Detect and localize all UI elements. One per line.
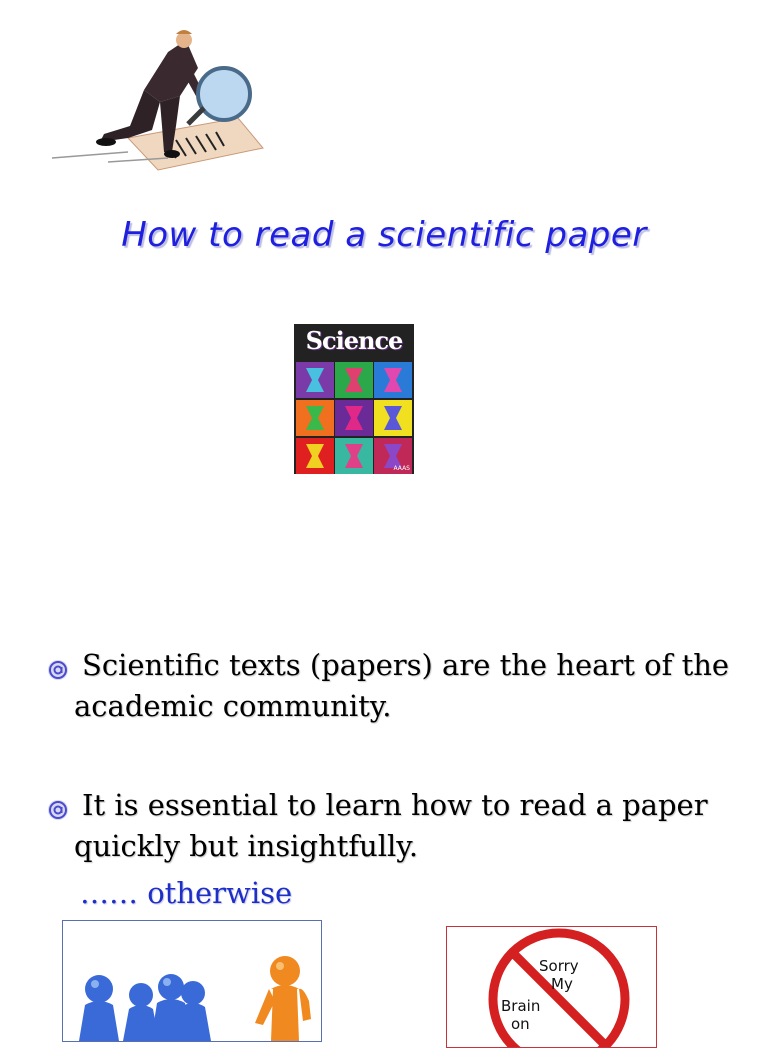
at-sign-bullet-icon — [46, 792, 70, 816]
cover-cell — [335, 400, 373, 436]
reading-person-magnifier-icon — [48, 30, 278, 190]
bullet-item — [46, 645, 746, 729]
at-sign-bullet-icon — [46, 652, 70, 676]
cover-title: Science — [305, 326, 403, 355]
no-brain-sign-image — [446, 926, 657, 1048]
sign-line-4: on — [511, 1015, 530, 1033]
bullet-item — [46, 785, 746, 869]
cover-cell — [335, 438, 373, 474]
team-figures-icon — [63, 921, 321, 1041]
cover-cell — [296, 362, 334, 398]
cover-cell — [296, 438, 334, 474]
sign-line-1: Sorry — [539, 957, 579, 975]
cover-cell — [335, 362, 373, 398]
cover-footer: AAAS — [393, 465, 410, 472]
sign-line-2: My — [551, 975, 573, 993]
cover-cell — [296, 400, 334, 436]
otherwise-text: …… otherwise — [80, 876, 293, 910]
slide-title: How to read a scientific paper — [121, 215, 647, 255]
sign-line-3: Brain — [501, 997, 541, 1015]
bullet-text: It is essential to learn how to read a paper quickly but insightfully. — [74, 788, 708, 863]
bullet-text: Scientific texts (papers) are the heart of the academic community. — [74, 648, 730, 723]
cover-cell — [374, 400, 412, 436]
science-cover-image — [294, 324, 414, 474]
cover-cell — [374, 362, 412, 398]
